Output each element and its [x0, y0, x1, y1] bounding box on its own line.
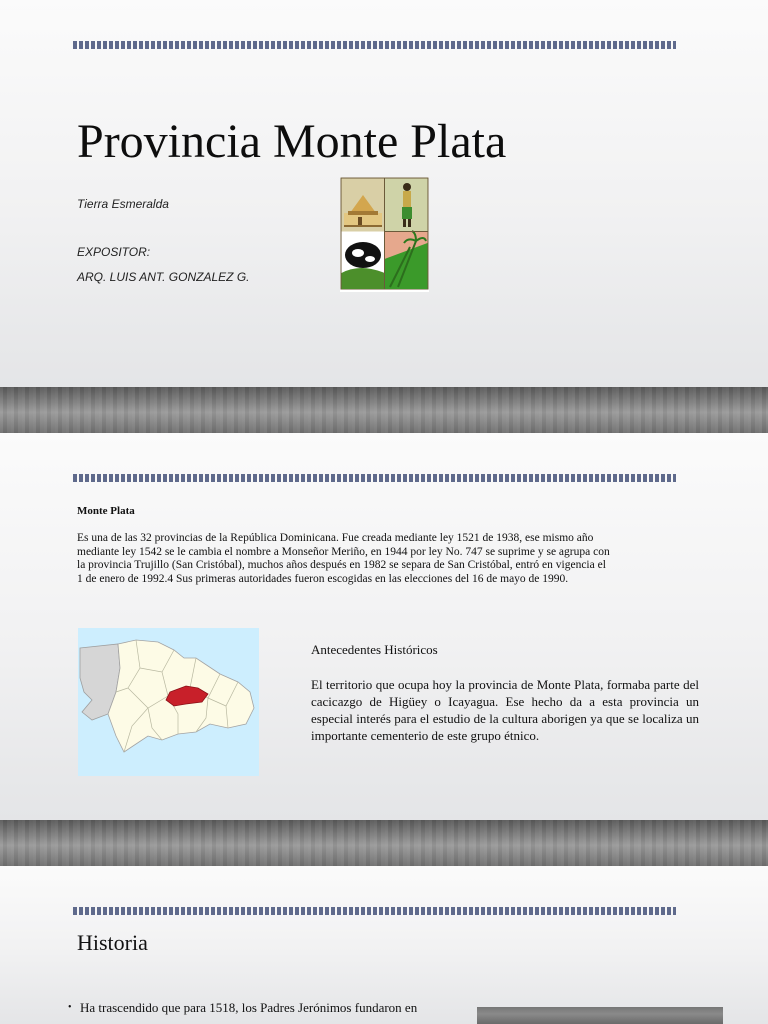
slide-title: Provincia Monte Plata	[77, 115, 507, 168]
slide-title: Historia	[77, 930, 148, 955]
history-slide	[0, 866, 768, 1024]
slide-divider-2	[0, 820, 768, 866]
map-icon	[78, 628, 259, 776]
bullet-text: Ha trascendido que para 1518, los Padres Jerónimos fundaron en	[80, 1000, 418, 1015]
section-subheading: Antecedentes Históricos	[311, 642, 438, 657]
dashed-accent-bar	[73, 474, 676, 482]
intro-line: Es una de las 32 provincias de la República Dominicana. Fue creada mediante ley 1521 de 1938, ese mismo año	[77, 532, 594, 544]
dashed-accent-bar	[73, 41, 676, 49]
intro-line: mediante ley 1542 se le cambia el nombre a Monseñor Meriño, en 1944 por ley No. 747 se suprime y se agrupa con	[77, 545, 610, 558]
section-paragraph: El territorio que ocupa hoy la provincia de Monte Plata, formaba parte del cacicazgo de Higüey o Icayagua. Ese hecho da a esta provincia un especial interés para el estudio de la cultura aborigen ya que se localiza un importante cementerio de este grupo étnico.	[311, 677, 699, 743]
section-heading: Monte Plata	[77, 505, 135, 517]
slide-divider-1	[0, 387, 768, 433]
intro-paragraph	[77, 532, 677, 586]
presenter-name: ARQ. LUIS ANT. GONZALEZ G.	[77, 270, 250, 284]
intro-line: la provincia Trujillo (San Cristóbal), muchos años después en 1982 se separa de San Cristóbal, entró en vigencia el	[77, 559, 606, 571]
bullet-item	[68, 998, 468, 1018]
coat-of-arms-icon	[340, 177, 429, 292]
intro-line: 1 de enero de 1992.4 Sus primeras autoridades fueron escogidas en las elecciones del 16 de mayo de 1990.	[77, 572, 569, 585]
slide-subtitle: Tierra Esmeralda	[77, 197, 169, 211]
presenter-label: EXPOSITOR:	[77, 245, 151, 259]
bullet-icon: •	[68, 1002, 72, 1013]
historic-photo	[477, 1007, 723, 1024]
title-slide	[0, 0, 768, 387]
content-slide	[0, 433, 768, 820]
dashed-accent-bar	[73, 907, 676, 915]
